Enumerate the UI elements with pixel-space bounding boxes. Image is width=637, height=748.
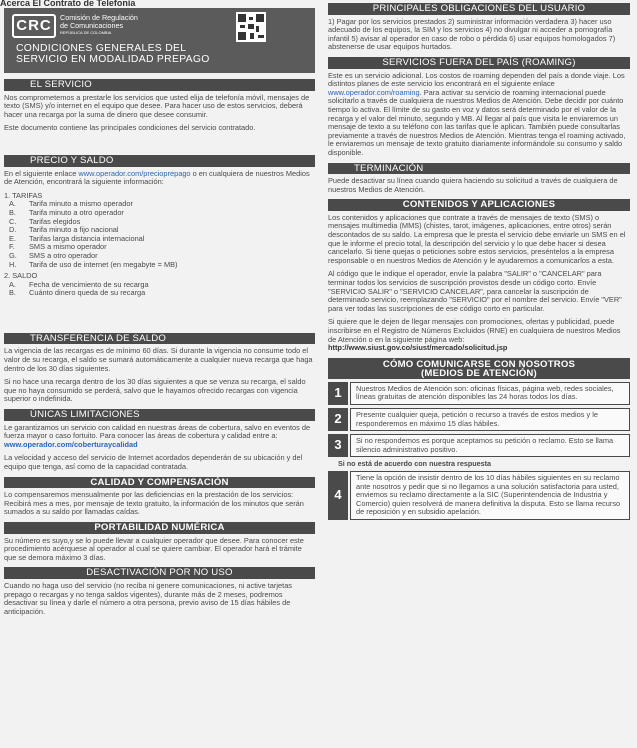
servicio-text-2: Este documento contiene las principales condiciones del servicio contratado.: [4, 123, 256, 133]
roaming-link[interactable]: www.operador.com/roaming: [328, 87, 420, 97]
brand-banner: [4, 8, 315, 73]
section-title-contenidos: CONTENIDOS Y APLICACIONES: [328, 199, 630, 211]
limitaciones-text-1: [4, 424, 315, 450]
contenidos-text-1: Los contenidos y aplicaciones que contrate a través de mensajes de texto (SMS) o mensajes multimedia (MMS) (chistes, tarot, imágenes, aplicaciones, entre otros) serán descontados de su saldo. La empresa que le presta el servicio debe enviarle un SMS en el que le informe el precio total, la descripción del servicio y lo que debe hacer si desea cancelarlo. Si tiene quejas o peticiones sobre estos servicios, preséntelos a la empresa responsable o en nuestros Medios de Atención y le ayudaremos a comunicarlos a esta.: [328, 212, 626, 265]
page-title: [16, 43, 210, 65]
list-marker: A.: [9, 199, 16, 209]
section-title-precio: PRECIO Y SALDO: [4, 155, 315, 167]
transferencia-text-1: La vigencia de las recargas es de mínimo 60 días. Si durante la vigencia no consume todo el valor de su recarga, el saldo se sumará automáticamente a cualquier nueva recarga que haga dentro de los 30 días siguientes.: [4, 346, 313, 373]
section-title-calidad: CALIDAD Y COMPENSACIÓN: [4, 477, 315, 489]
qr-code-icon: [236, 12, 266, 42]
comunicarse-title-line1: CÓMO COMUNICARSE CON NOSOTROS: [382, 358, 576, 370]
saldo-title: 2. SALDO: [4, 271, 38, 281]
list-text: Tarifa de uso de internet (en megabyte = MB): [29, 259, 178, 269]
list-marker: B.: [9, 207, 16, 217]
list-text: Tarifas elegidos: [29, 216, 81, 226]
left-column: [4, 74, 315, 621]
list-marker: E.: [9, 233, 16, 243]
section-title-roaming: SERVICIOS FUERA DEL PAÍS (ROAMING): [328, 57, 630, 69]
list-text: Tarifa minuto a fijo nacional: [29, 225, 119, 235]
section-title-transferencia: TRANSFERENCIA DE SALDO: [4, 333, 315, 345]
terminacion-text: Puede desactivar su línea cuando quiera haciendo su solicitud a través de cualquiera de nuestros Medios de Atención.: [328, 176, 618, 194]
roaming-text: [328, 72, 630, 158]
step-text: Presente cualquier queja, petición o recurso a través de estos medios y le responderemos en máximo 15 días hábiles.: [350, 408, 630, 431]
section-title-portabilidad: PORTABILIDAD NUMÉRICA: [4, 522, 315, 534]
limitaciones-text-2: La velocidad y acceso del servicio de Internet acordados dependerán de su ubicación y del equipo que tenga, así como de la capacidad contratada.: [4, 453, 303, 471]
contact-step-4: [328, 471, 630, 520]
contact-step-3: [328, 434, 630, 457]
section-title-obligaciones: PRINCIPALES OBLIGACIONES DEL USUARIO: [328, 3, 630, 15]
brand-name-line2: de Comunicaciones: [60, 21, 124, 30]
calidad-text: Lo compensaremos mensualmente por las deficiencias en la prestación de los servicios: Recibirá mes a mes, por mensaje de texto gratuito, la información de los minutos que serán sumados a su saldo por llamadas caídas.: [4, 490, 304, 517]
transferencia-text-2: Si no hace una recarga dentro de los 30 días siguientes a que se venza su recarga, el saldo que no haya consumido se perderá, salvo que le hayamos ofrecido recargas con vigencia superior o indefinida.: [4, 377, 306, 404]
brand-country: REPÚBLICA DE COLOMBIA: [60, 30, 112, 35]
precio-link[interactable]: www.operador.com/precioprepago: [78, 168, 191, 178]
top-cut-title: Acerca El Contrato de Telefonía: [0, 0, 136, 8]
saldo-item: [4, 289, 315, 298]
right-column: [328, 0, 630, 523]
list-marker: C.: [9, 216, 17, 226]
list-marker: B.: [9, 288, 16, 298]
precio-text-a: En el siguiente enlace: [4, 168, 77, 178]
saldo-list: [4, 281, 315, 298]
section-title-desactivacion: DESACTIVACIÓN POR NO USO: [4, 567, 315, 579]
step-text: Tiene la opción de insistir dentro de los 10 días hábiles siguientes en su reclamo ante nosotros y pedir que si no llegamos a una solución satisfactoria para usted, enviemos su reclamo directamente a la SIC (Superintendencia de Industria y Comercio) quien resolverá de manera definitiva la disputa. Esto se llama recurso de reposición y en subsidio apelación.: [350, 471, 630, 520]
page-title-line2: SERVICIO EN MODALIDAD PREPAGO: [16, 54, 210, 65]
section-title-limitaciones: ÚNICAS LIMITACIONES: [4, 409, 315, 421]
servicio-text-1: Nos comprometemos a prestarle los servicios que usted elija de telefonía móvil, mensajes de texto (SMS) y/o internet en el equipo que desee. Para hacer uso de estos servicios, deberá hacer una recarga por la suma de dinero que desee consumir.: [4, 92, 310, 119]
list-text: Cuánto dinero queda de su recarga: [29, 288, 146, 298]
section-title-servicio: EL SERVICIO: [4, 79, 315, 91]
tarifas-list: [4, 200, 315, 269]
contact-steps: [328, 382, 630, 458]
portabilidad-text: Su número es suyo,y se lo puede llevar a cualquier operador que desee. Para conocer este procedimiento acérquese al operador al cual se quiere cambiar. El operador hará el trámite que se demora máximo 3 días.: [4, 535, 304, 562]
list-marker: D.: [9, 225, 17, 235]
contenidos-text-3a: Si quiere que le dejen de llegar mensajes con promociones, ofertas y publicidad, puede inscribirse en el Registro de Números Excluidos (RNE) en cualquiera de nuestros Medios de Atención o en la siguiente página web:: [328, 317, 621, 344]
tarifas-title: 1. TARIFAS: [4, 190, 43, 200]
section-title-comunicarse: [328, 358, 630, 379]
step-text: Nuestros Medios de Atención son: oficinas físicas, página web, redes sociales, líneas gratuitas de atención disponibles las 24 horas todos los días.: [350, 382, 630, 405]
list-text: Tarifas larga distancia internacional: [29, 233, 145, 243]
step-number: 4: [328, 471, 348, 520]
list-marker: G.: [9, 250, 17, 260]
step-number: 3: [328, 434, 348, 457]
rne-link[interactable]: http://www.siust.gov.co/siust/mercado/solicitud.jsp: [328, 343, 508, 353]
step-number: 2: [328, 408, 348, 431]
limitaciones-text-a: Le garantizamos un servicio con calidad en nuestras áreas de cobertura, salvo en eventos de fuerza mayor o caso fortuito. Para conocer las áreas de cobertura y calidad entre a:: [4, 422, 311, 441]
list-text: Tarifa minuto a otro operador: [29, 207, 124, 217]
step-text: Si no respondemos es porque aceptamos su petición o reclamo. Esto se llama silencio administrativo positivo.: [350, 434, 630, 457]
disagree-subtitle: Si no está de acuerdo con nuestra respuesta: [338, 459, 491, 469]
tarifa-item: [4, 261, 315, 270]
list-marker: A.: [9, 279, 16, 289]
roaming-text-a: Este es un servicio adicional. Los costos de roaming dependen del país a donde viaje. Los distintos planes de este servicio los encontrará en el siguiente enlace: [328, 70, 625, 89]
list-text: Fecha de vencimiento de su recarga: [29, 279, 149, 289]
contact-step-1: [328, 382, 630, 405]
precio-text-b: o en cualquiera de nuestros Medios de Atención, encontrará la siguiente información:: [4, 168, 310, 187]
list-text: Tarifa minuto a mismo operador: [29, 199, 133, 209]
list-marker: F.: [9, 242, 15, 252]
cobertura-link[interactable]: www.operador.com/coberturaycalidad: [4, 439, 138, 449]
desactivacion-text: Cuando no haga uso del servicio (no reciba ni genere comunicaciones, ni active tarjetas prepago o recargas y no tenga saldos vigentes), durante más de 2 meses, podremos desactivar su línea y darle el número a otra persona, previo aviso de 15 días hábiles de anticipación.: [4, 580, 292, 616]
roaming-text-b: . Para activar su servicio de roaming internacional puede solicitarlo a través de cualquiera de nuestros Medios de Atención. Debe decidir por cuánto tiempo lo activa. El límite de su gasto en voz y datos será determinado por el valor de la recarga y el valor del minuto, segundo y MB. Al llegar al país que visita le enviaremos un mensaje de texto a su teléfono con las tarifas que le aplican. También puede consultarlas previamente a través de nuestros Medios de Atención. Mientras tenga el roaming activado, le enviaremos un mensaje de texto gratuito diariamente informándole su consumo y saldo disponible.: [328, 87, 626, 157]
step-number: 1: [328, 382, 348, 405]
list-marker: H.: [9, 259, 17, 269]
contenidos-text-3: [328, 318, 630, 352]
brand-name-line1: Comisión de Regulación: [60, 13, 138, 22]
crc-logo: CRC: [12, 14, 56, 38]
section-title-terminacion: TERMINACIÓN: [328, 163, 630, 175]
comunicarse-title-line2: (MEDIOS DE ATENCIÓN): [421, 367, 537, 379]
contact-step-2: [328, 408, 630, 431]
page-title-line1: CONDICIONES GENERALES DEL: [16, 43, 187, 54]
list-text: SMS a mismo operador: [29, 242, 107, 252]
contenidos-text-2: Al código que le indique el operador, envíe la palabra "SALIR" o "CANCELAR" para terminar todos los servicios de suscripción provistos desde un código corto. Envíe "SERVICIO SALIR" o "SERVICIO CANCELAR", para cancelar la suscripción de determinado servicio, reemplazando "SERVICIO" por el nombre del servicio. Envíe "VER" para ver todas las suscripciones de ese código corto en particular.: [328, 269, 622, 313]
brand-name: [60, 14, 138, 30]
precio-text: [4, 170, 315, 187]
list-text: SMS a otro operador: [29, 250, 98, 260]
obligaciones-text: 1) Pagar por los servicios prestados 2) suministrar información verdadera 3) hacer uso adecuado de los equipos, la SIM y los servicios 4) no divulgar ni acceder a pornografía infantil 5) avisar al operador en caso de robo o pérdida 6) usar equipos homologados 7) abstenerse de usar equipos hurtados.: [328, 16, 616, 52]
